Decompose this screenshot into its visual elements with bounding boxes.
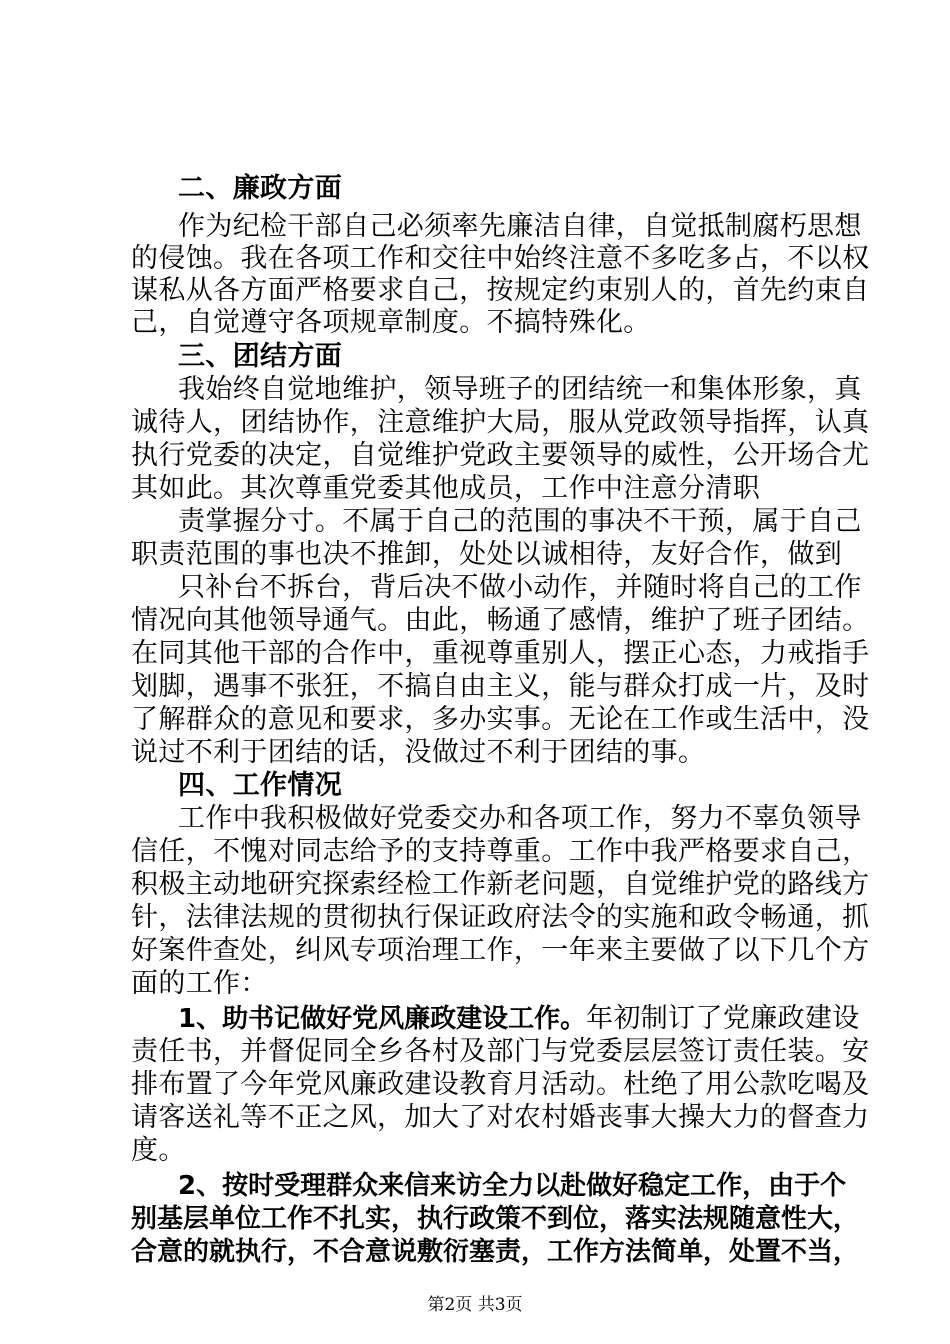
section-heading-integrity: 二、廉政方面 bbox=[178, 173, 343, 204]
paragraph-line: 积极主动地研究探索经检工作新老问题，自觉维护党的路线方 bbox=[131, 869, 870, 900]
paragraph-line: 谋私从各方面严格要求自己，按规定约束别人的，首先约束自 bbox=[131, 275, 870, 306]
item-1-text: 年初制订了党廉政建设 bbox=[586, 1003, 860, 1034]
paragraph-line: 了解群众的意见和要求，多办实事。无论在工作或生活中，没 bbox=[131, 704, 870, 735]
paragraph-line: 我始终自觉地维护，领导班子的团结统一和集体形象，真 bbox=[178, 374, 862, 405]
paragraph-line: 说过不利于团结的话，没做过不利于团结的事。 bbox=[131, 737, 706, 768]
section-heading-unity: 三、团结方面 bbox=[178, 341, 343, 372]
paragraph-line: 己，自觉遵守各项规章制度。不搞特殊化。 bbox=[131, 307, 651, 338]
paragraph-line: 好案件查处，纠风专项治理工作，一年来主要做了以下几个方 bbox=[131, 935, 870, 966]
page-footer: 第2页 共3页 bbox=[427, 1295, 523, 1315]
paragraph-line: 信任，不愧对同志给予的支持尊重。工作中我严格要求自己， bbox=[131, 836, 870, 867]
item-2-line: 合意的就执行，不合意说敷衍塞责，工作方法简单，处置不当， bbox=[131, 1237, 860, 1267]
paragraph-line: 责任书，并督促同全乡各村及部门与党委层层签订责任装。安 bbox=[131, 1036, 870, 1067]
paragraph-line: 的侵蚀。我在各项工作和交往中始终注意不多吃多占，不以权 bbox=[131, 243, 870, 274]
item-2-line: 别基层单位工作不扎实，执行政策不到位，落实法规随意性大， bbox=[131, 1204, 860, 1234]
paragraph-line: 面的工作： bbox=[131, 968, 268, 999]
section-heading-work: 四、工作情况 bbox=[178, 770, 343, 801]
paragraph-line: 请客送礼等不正之风，加大了对农村婚丧事大操大力的督查力 bbox=[131, 1102, 870, 1133]
paragraph-line: 职责范围的事也决不推卸，处处以诚相待，友好合作，做到 bbox=[131, 539, 843, 570]
paragraph-line: 针，法律法规的贯彻执行保证政府法令的实施和政令畅通，抓 bbox=[131, 902, 870, 933]
paragraph-line: 只补台不拆台，背后决不做小动作，并随时将自己的工作 bbox=[178, 572, 862, 603]
paragraph-line: 责掌握分寸。不属于自己的范围的事决不干预，属于自己 bbox=[178, 506, 862, 537]
paragraph-line: 在同其他干部的合作中，重视尊重别人，摆正心态，力戒指手 bbox=[131, 638, 870, 669]
paragraph-line: 其如此。其次尊重党委其他成员，工作中注意分清职 bbox=[131, 473, 761, 504]
paragraph-line: 诚待人，团结协作，注意维护大局，服从党政领导指挥，认真 bbox=[131, 407, 870, 438]
paragraph-line: 情况向其他领导通气。由此，畅通了感情，维护了班子团结。 bbox=[131, 605, 870, 636]
paragraph-line: 排布置了今年党风廉政建设教育月活动。杜绝了用公款吃喝及 bbox=[131, 1069, 870, 1100]
item-1-heading: 1、助书记做好党风廉政建设工作。 bbox=[178, 1004, 587, 1034]
paragraph-line: 工作中我积极做好党委交办和各项工作，努力不辜负领导 bbox=[178, 803, 862, 834]
paragraph-line: 度。 bbox=[131, 1135, 186, 1166]
paragraph-line: 划脚，遇事不张狂，不搞自由主义，能与群众打成一片，及时 bbox=[131, 671, 870, 702]
item-2-line: 2、按时受理群众来信来访全力以赴做好稳定工作，由于个 bbox=[178, 1171, 847, 1201]
paragraph-line: 执行党委的决定，自觉维护党政主要领导的威性，公开场合尤 bbox=[131, 440, 870, 471]
paragraph-line: 作为纪检干部自己必须率先廉洁自律，自觉抵制腐朽思想 bbox=[178, 211, 862, 242]
